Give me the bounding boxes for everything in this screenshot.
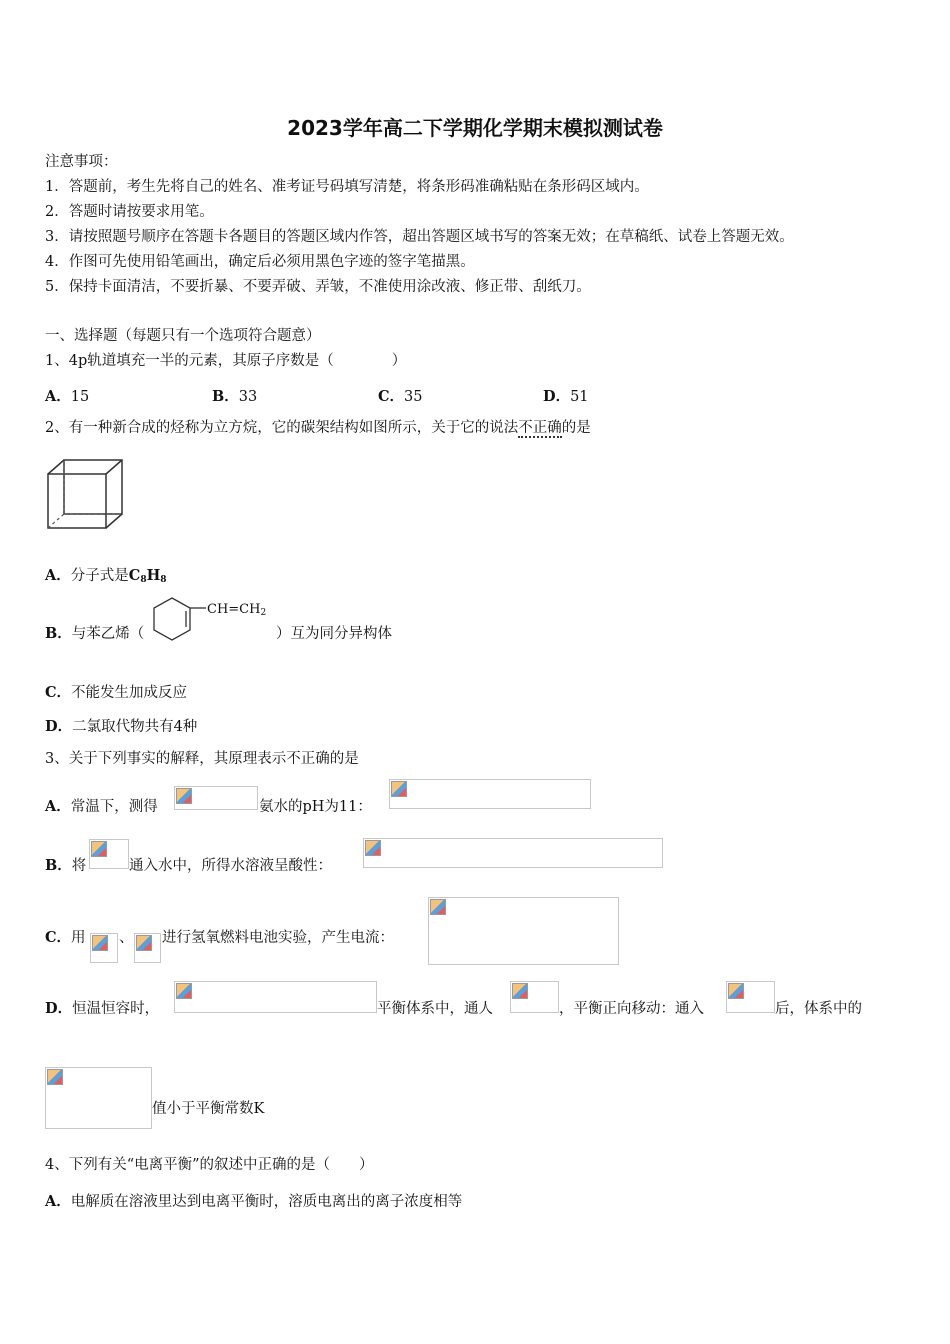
broken-image-icon bbox=[510, 981, 559, 1013]
q2-option-d: D．二氯取代物共有4种 bbox=[45, 718, 198, 735]
cubane-structure-diagram bbox=[44, 456, 128, 532]
section-heading: 一、选择题（每题只有一个选项符合题意） bbox=[45, 328, 321, 344]
q1-option-a: A．15 bbox=[45, 388, 90, 405]
q3-option-b-text: 通入水中，所得水溶液呈酸性： bbox=[129, 858, 332, 874]
q3-option-c-text: 进行氢氧燃料电池实验，产生电流： bbox=[162, 930, 394, 946]
broken-image-icon bbox=[174, 981, 377, 1013]
broken-image-icon bbox=[363, 838, 663, 868]
broken-image-icon bbox=[45, 1067, 152, 1129]
q1-option-d: D．51 bbox=[543, 388, 589, 405]
q3-option-d-text-2: ，平衡正向移动：通入 bbox=[559, 1001, 704, 1017]
notice-item: 4．作图可先使用铅笔画出，确定后必须用黑色字迹的签字笔描黑。 bbox=[45, 254, 475, 270]
q3-option-a-label: A．常温下，测得 bbox=[45, 798, 158, 815]
page-title: 2023学年高二下学期化学期末模拟测试卷 bbox=[287, 116, 663, 140]
question-3-stem: 3、关于下列事实的解释，其原理表示不正确的是 bbox=[45, 751, 359, 767]
q2-option-a: A．分子式是$C_8H_8$ bbox=[45, 567, 167, 585]
broken-image-icon bbox=[134, 933, 161, 963]
q1-option-c: C．35 bbox=[378, 388, 423, 405]
broken-image-icon bbox=[90, 933, 118, 963]
broken-image-icon bbox=[726, 981, 775, 1013]
notice-heading: 注意事项： bbox=[45, 154, 118, 170]
q1-option-b: B．33 bbox=[212, 388, 258, 405]
q3-option-d-text-3: 后，体系中的 bbox=[775, 1001, 862, 1017]
q2-option-c: C．不能发生加成反应 bbox=[45, 684, 188, 701]
notice-item: 1．答题前，考生先将自己的姓名、准考证号码填写清楚，将条形码准确粘贴在条形码区域内。 bbox=[45, 179, 649, 195]
q3-option-d-text-4: 值小于平衡常数K bbox=[152, 1101, 265, 1117]
q3-option-c-label: C．用 bbox=[45, 929, 86, 946]
q4-option-a: A．电解质在溶液里达到电离平衡时，溶质电离出的离子浓度相等 bbox=[45, 1193, 463, 1210]
q3-option-b-label: B．将 bbox=[45, 857, 87, 874]
question-4-stem: 4、下列有关“电离平衡”的叙述中正确的是（ ） bbox=[45, 1157, 374, 1173]
styrene-vinyl-label: $CH=CH_2$ bbox=[207, 602, 267, 618]
question-1-stem: 1、4p轨道填充一半的元素，其原子序数是（ ） bbox=[45, 353, 407, 369]
q3-option-c-separator: 、 bbox=[119, 930, 134, 946]
broken-image-icon bbox=[428, 897, 619, 965]
broken-image-icon bbox=[389, 779, 591, 809]
notice-item: 3．请按照题号顺序在答题卡各题目的答题区域内作答，超出答题区域书写的答案无效；在草稿纸、试卷上答题无效。 bbox=[45, 229, 794, 245]
broken-image-icon bbox=[89, 839, 129, 869]
broken-image-icon bbox=[174, 786, 258, 810]
notice-item: 5．保持卡面清洁，不要折暴、不要弄破、弄皱，不准使用涂改液、修正带、刮纸刀。 bbox=[45, 279, 591, 295]
q3-option-d-label: D．恒温恒容时， bbox=[45, 1000, 160, 1017]
notice-item: 2．答题时请按要求用笔。 bbox=[45, 204, 214, 220]
question-2-stem: 2、有一种新合成的烃称为立方烷，它的碳架结构如图所示，关于它的说法不正确的是 bbox=[45, 420, 591, 436]
q3-option-a-text: 氨水的pH为11： bbox=[259, 799, 372, 815]
q2-option-b: B．与苯乙烯（ bbox=[45, 625, 145, 642]
q3-option-d-text-1: 平衡体系中，通人 bbox=[377, 1001, 493, 1017]
q2-option-b-suffix: ）互为同分异构体 bbox=[276, 626, 392, 642]
